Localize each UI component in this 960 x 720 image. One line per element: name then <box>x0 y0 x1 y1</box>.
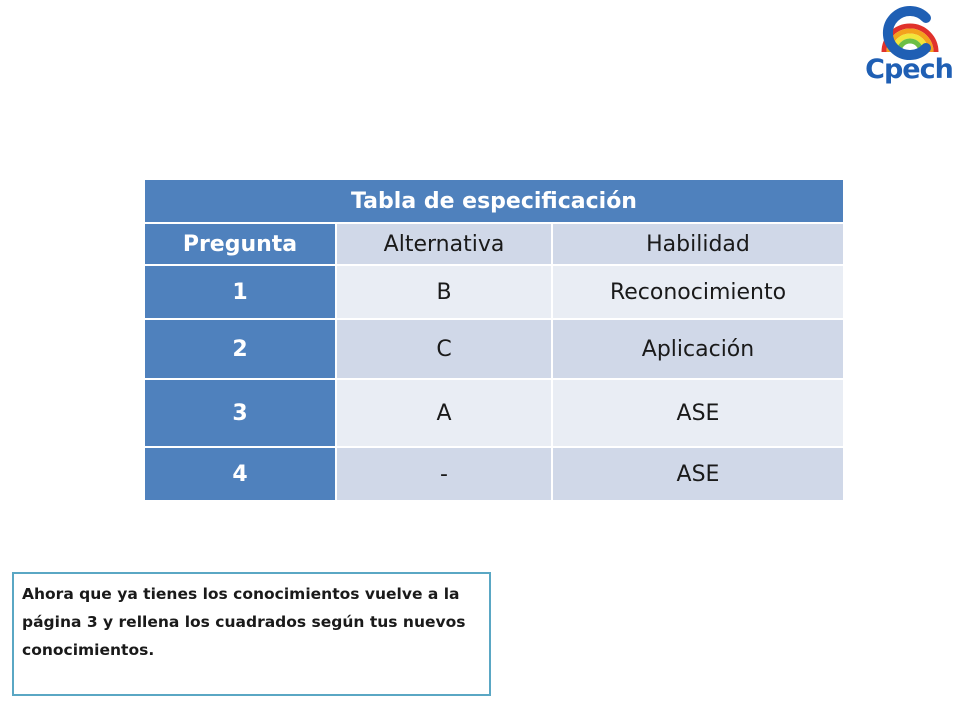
table-row <box>144 319 844 379</box>
cpech-logo <box>864 4 954 88</box>
logo-text: Cpech <box>865 54 953 85</box>
cell-pregunta: 3 <box>144 379 336 447</box>
cell-alternativa: B <box>336 265 552 319</box>
header-alternativa: Alternativa <box>336 223 552 265</box>
cell-habilidad: ASE <box>552 379 844 447</box>
cell-pregunta: 1 <box>144 265 336 319</box>
header-pregunta: Pregunta <box>144 223 336 265</box>
header-habilidad: Habilidad <box>552 223 844 265</box>
instruction-note: Ahora que ya tienes los conocimientos vuelve a la página 3 y rellena los cuadrados según tus nuevos conocimientos. <box>12 572 491 696</box>
cell-habilidad: Aplicación <box>552 319 844 379</box>
cell-alternativa: A <box>336 379 552 447</box>
table-title-row <box>144 179 844 223</box>
cell-habilidad: Reconocimiento <box>552 265 844 319</box>
cell-habilidad: ASE <box>552 447 844 501</box>
table-header-row <box>144 223 844 265</box>
cell-alternativa: - <box>336 447 552 501</box>
cell-pregunta: 2 <box>144 319 336 379</box>
table-row <box>144 379 844 447</box>
table-row <box>144 265 844 319</box>
specification-table <box>143 178 845 502</box>
table-title: Tabla de especificación <box>144 179 844 223</box>
table-row <box>144 447 844 501</box>
cell-pregunta: 4 <box>144 447 336 501</box>
cell-alternativa: C <box>336 319 552 379</box>
